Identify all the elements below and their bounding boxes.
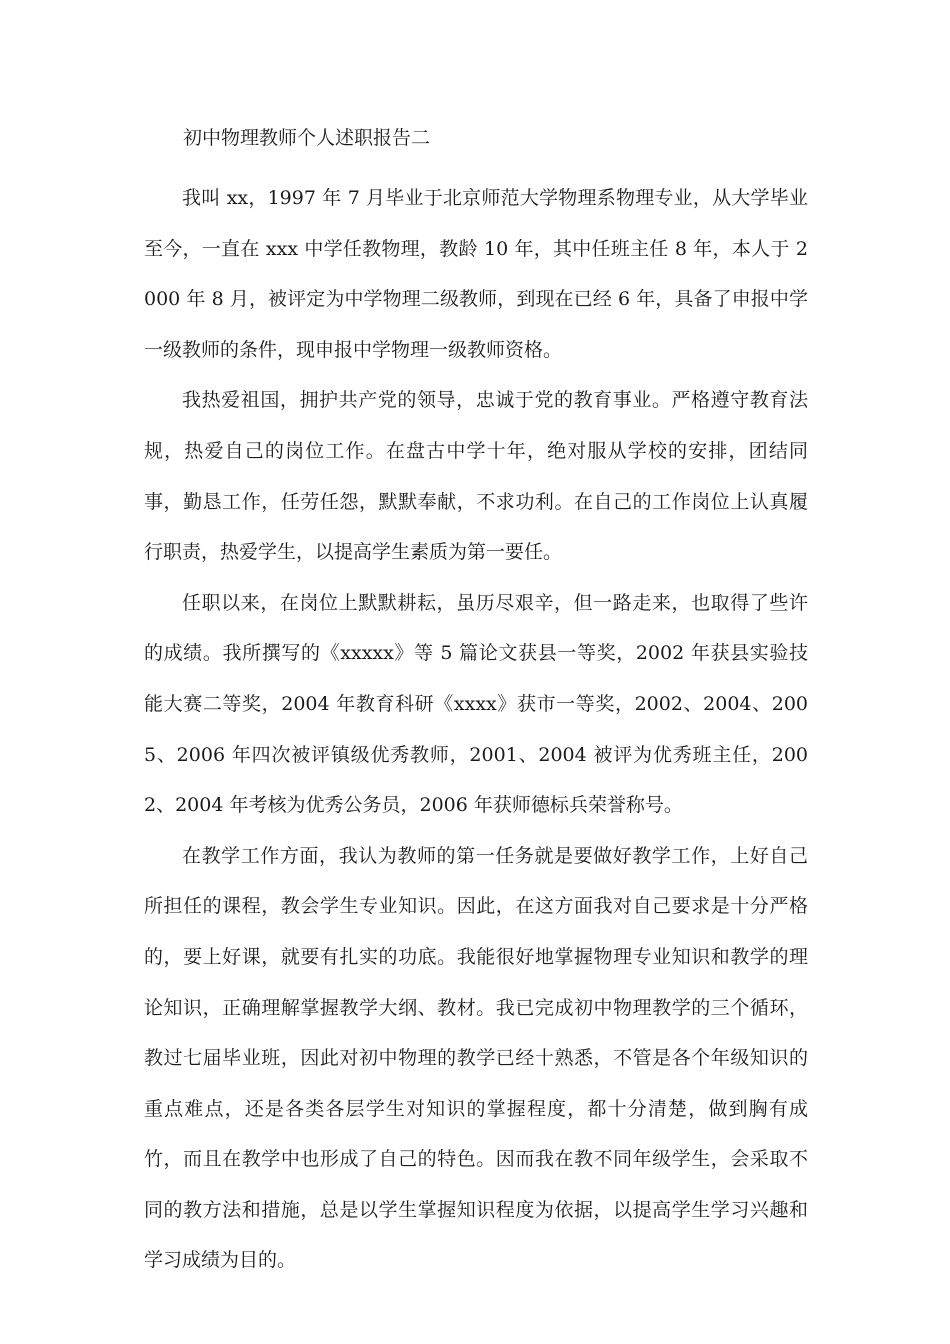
- paragraph-teaching-work: 在教学工作方面，我认为教师的第一任务就是要做好教学工作，上好自己所担任的课程，教会学生专业知识。因此，在这方面我对自己要求是十分严格的，要上好课，就要有扎实的功底。我能很好地掌握物理专业知识和教学的理论知识，正确理解掌握教学大纲、教材。我已完成初中物理教学的三个循环，教过七届毕业班，因此对初中物理的教学已经十熟悉，不管是各个年级知识的重点难点，还是各类各层学生对知识的掌握程度，都十分清楚，做到胸有成竹，而且在教学中也形成了自己的特色。因而我在教不同年级学生，会采取不同的教方法和措施，总是以学生掌握知识程度为依据，以提高学生学习兴趣和学习成绩为目的。: [144, 844, 808, 1272]
- paragraph-achievements: 任职以来，在岗位上默默耕耘，虽历尽艰辛，但一路走来，也取得了些许的成绩。我所撰写的《xxxxx》等 5 篇论文获县一等奖，2002 年获县实验技能大赛二等奖，2004 年教育科研《xxxx》获市一等奖，2002、2004、2005、2006 年四次被评镇级优秀教师，2001、2004 被评为优秀班主任，2002、2004 年考核为优秀公务员，2006 年获师德标兵荣誉称号。: [144, 591, 808, 817]
- document-title: 初中物理教师个人述职报告二: [183, 127, 431, 149]
- document-body: [144, 173, 808, 1286]
- paragraph-qualifications: 我叫 xx，1997 年 7 月毕业于北京师范大学物理系物理专业，从大学毕业至今，一直在 xxx 中学任教物理，教龄 10 年，其中任班主任 8 年，本人于 2000 年 8 月，被评定为中学物理二级教师，到现在已经 6 年，具备了申报中学一级教师的条件，现申报中学物理一级教师资格。: [144, 187, 808, 361]
- paragraph-political-attitude: 我热爱祖国，拥护共产党的领导，忠诚于党的教育事业。严格遵守教育法规，热爱自己的岗位工作。在盘古中学十年，绝对服从学校的安排，团结同事，勤恳工作，任劳任怨，默默奉献，不求功利。在自己的工作岗位上认真履行职责，热爱学生，以提高学生素质为第一要任。: [144, 389, 808, 564]
